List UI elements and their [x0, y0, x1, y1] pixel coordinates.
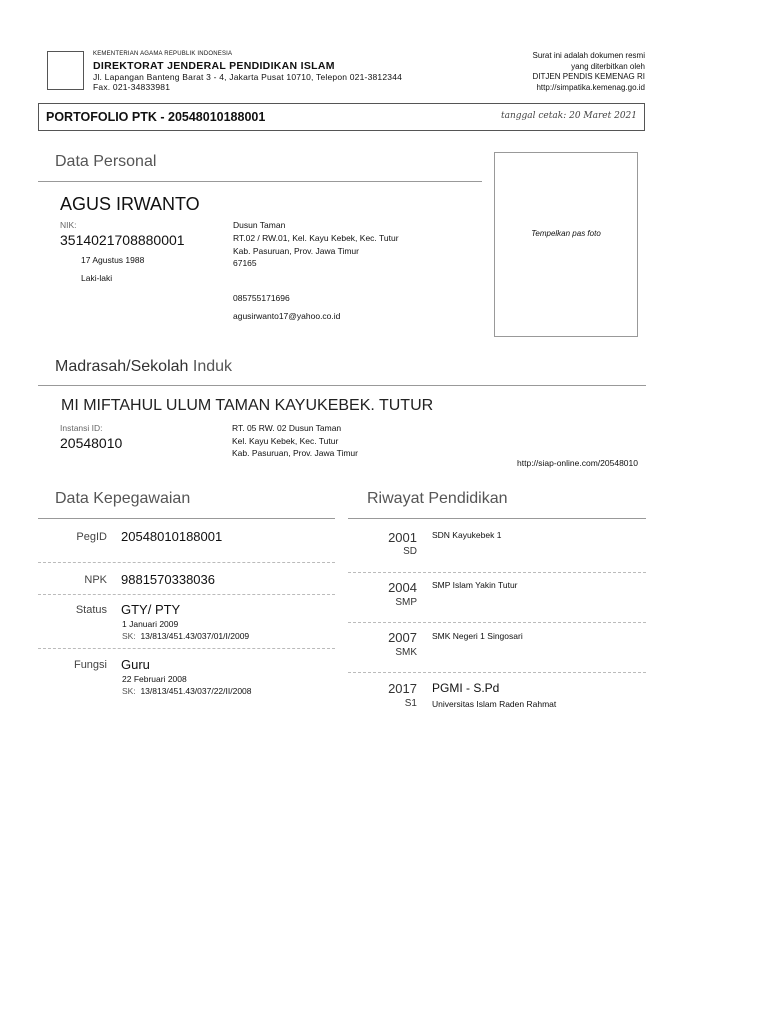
row-divider: [38, 562, 335, 563]
status-date: 1 Januari 2009: [122, 619, 179, 629]
portfolio-title-box: [38, 103, 645, 131]
row-divider: [348, 672, 646, 673]
school-address-3: Kab. Pasuruan, Prov. Jawa Timur: [232, 448, 358, 458]
gender: Laki-laki: [81, 273, 113, 283]
school-divider: [38, 385, 646, 386]
fungsi-sk-number: 13/813/451.43/037/22/II/2008: [140, 686, 252, 696]
status-sk-number: 13/813/451.43/037/01/I/2009: [140, 631, 250, 641]
edu-level: SD: [403, 546, 417, 557]
email-address[interactable]: agusirwanto17@yahoo.co.id: [233, 311, 341, 321]
edu-year: 2001: [388, 530, 417, 545]
employment-section-title: Data Kepegawaian: [55, 490, 191, 507]
nik-label: NIK:: [60, 220, 77, 230]
header-address: Jl. Lapangan Banteng Barat 3 - 4, Jakarta Pusat 10710, Telepon 021-3812344: [93, 72, 403, 82]
pegid-label: PegID: [76, 531, 107, 543]
npk-label: NPK: [84, 574, 107, 586]
status-value: GTY/ PTY: [121, 602, 181, 617]
fungsi-sk-label: SK:: [122, 686, 136, 696]
row-divider: [38, 648, 335, 649]
status-sk-label: SK:: [122, 631, 136, 641]
pegid-value: 20548010188001: [121, 529, 223, 544]
person-name: AGUS IRWANTO: [60, 194, 200, 214]
edu-year: 2007: [388, 630, 417, 645]
edu-detail: Universitas Islam Raden Rahmat: [432, 699, 557, 709]
employment-divider: [38, 518, 335, 519]
status-sk: [122, 631, 249, 641]
school-section-title-main: Madrasah/Sekolah: [55, 358, 189, 375]
header-note-2: yang diterbitkan oleh: [571, 62, 645, 71]
address-line-3: Kab. Pasuruan, Prov. Jawa Timur: [233, 246, 359, 256]
fungsi-label: Fungsi: [73, 659, 107, 671]
directorate-name: DIREKTORAT JENDERAL PENDIDIKAN ISLAM: [93, 60, 335, 72]
header-note-3: DITJEN PENDIS KEMENAG RI: [532, 72, 645, 81]
header-note-1: Surat ini adalah dokumen resmi: [532, 51, 645, 60]
edu-year: 2004: [388, 580, 417, 595]
nik-value: 3514021708880001: [60, 232, 185, 248]
photo-instruction: Tempelkan pas foto: [531, 229, 601, 238]
fungsi-date: 22 Februari 2008: [122, 674, 187, 684]
school-address-2: Kel. Kayu Kebek, Kec. Tutur: [232, 436, 339, 446]
portfolio-title: PORTOFOLIO PTK - 20548010188001: [46, 110, 266, 124]
row-divider: [38, 594, 335, 595]
education-section-title: Riwayat Pendidikan: [367, 490, 508, 507]
school-section-title-sub: Induk: [192, 358, 233, 375]
ministry-name: KEMENTERIAN AGAMA REPUBLIK INDONESIA: [93, 51, 233, 57]
address-line-2: RT.02 / RW.01, Kel. Kayu Kebek, Kec. Tutur: [233, 233, 399, 243]
postal-code: 67165: [233, 258, 257, 268]
birth-date: 17 Agustus 1988: [81, 255, 145, 265]
school-url[interactable]: http://siap-online.com/20548010: [517, 458, 638, 468]
address-line-1: Dusun Taman: [233, 220, 286, 230]
instansi-label: Instansi ID:: [60, 423, 103, 433]
edu-year: 2017: [388, 681, 417, 696]
personal-divider: [38, 181, 482, 182]
header-note-4[interactable]: http://simpatika.kemenag.go.id: [536, 83, 645, 92]
photo-placeholder: [494, 152, 638, 337]
edu-school: SMK Negeri 1 Singosari: [432, 631, 523, 641]
npk-value: 9881570338036: [121, 572, 215, 587]
school-section-title: [55, 358, 232, 376]
logo-placeholder: [47, 51, 84, 90]
education-divider: [348, 518, 646, 519]
personal-section-title: Data Personal: [55, 153, 157, 170]
edu-level: SMP: [395, 597, 417, 608]
row-divider: [348, 572, 646, 573]
status-label: Status: [75, 604, 107, 616]
phone-number: 085755171696: [233, 293, 290, 303]
edu-level: SMK: [395, 647, 417, 658]
print-date: tanggal cetak: 20 Maret 2021: [500, 111, 637, 121]
edu-school: SDN Kayukebek 1: [432, 530, 502, 540]
row-divider: [348, 622, 646, 623]
header-fax: Fax. 021-34833981: [93, 82, 171, 92]
edu-school: PGMI - S.Pd: [432, 681, 500, 695]
school-address-1: RT. 05 RW. 02 Dusun Taman: [232, 423, 342, 433]
fungsi-sk: [122, 686, 252, 696]
edu-school: SMP Islam Yakin Tutur: [432, 580, 518, 590]
school-name: MI MIFTAHUL ULUM TAMAN KAYUKEBEK. TUTUR: [61, 397, 434, 414]
instansi-id: 20548010: [60, 435, 123, 451]
edu-level: S1: [404, 698, 417, 709]
fungsi-value: Guru: [121, 657, 150, 672]
